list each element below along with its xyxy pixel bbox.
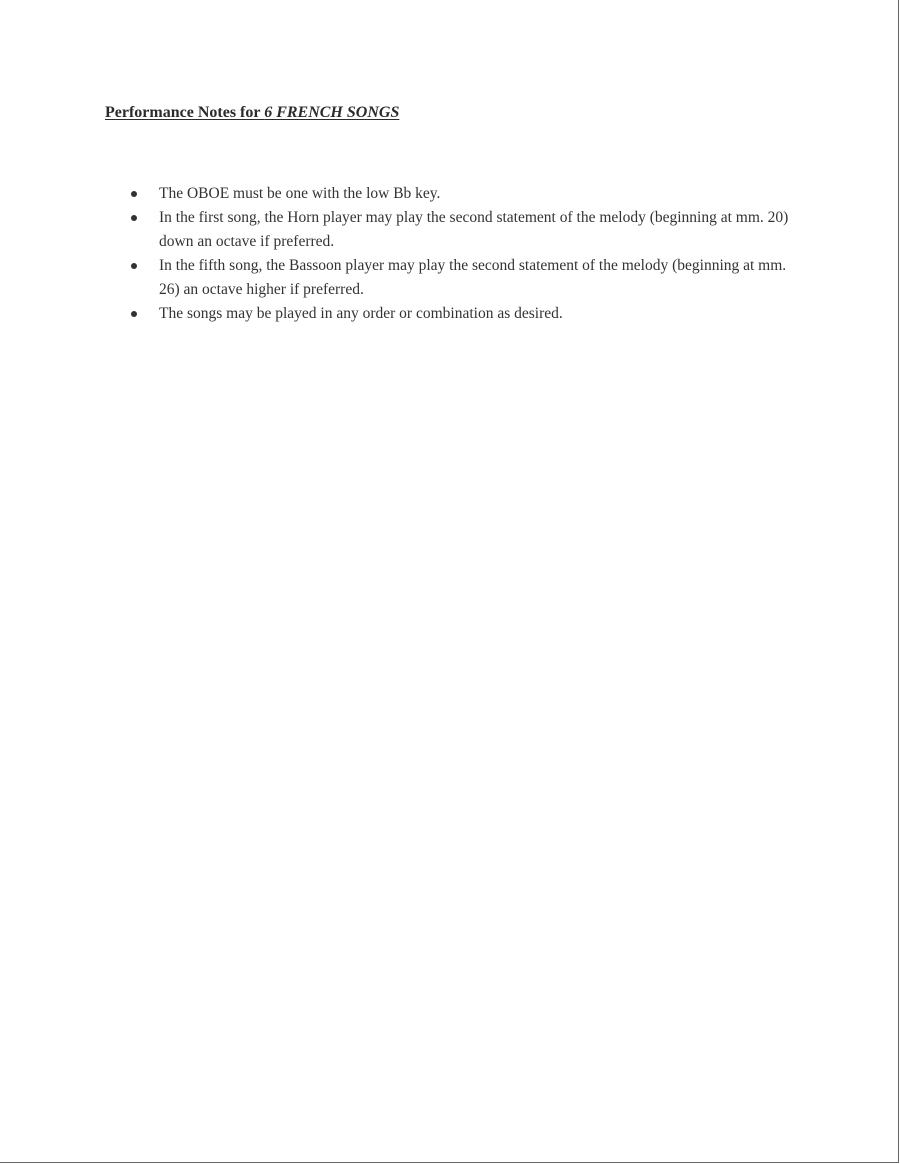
- bullet-icon: [131, 191, 137, 197]
- bullet-icon: [131, 215, 137, 221]
- note-text: In the fifth song, the Bassoon player may play the second statement of the melody (beginning at mm. 26) an octave higher if preferred.: [159, 257, 787, 298]
- heading-prefix: Performance Notes for: [105, 104, 265, 121]
- list-item: [131, 302, 801, 326]
- bullet-icon: [131, 263, 137, 269]
- performance-notes-list: [131, 182, 801, 326]
- list-item: [131, 206, 801, 254]
- note-text: The OBOE must be one with the low Bb key.: [159, 185, 441, 202]
- bullet-icon: [131, 311, 137, 317]
- heading-title: 6 FRENCH SONGS: [264, 104, 400, 121]
- note-text: In the first song, the Horn player may play the second statement of the melody (beginning at mm. 20) down an octave if preferred.: [159, 209, 789, 250]
- list-item: [131, 254, 801, 302]
- list-item: [131, 182, 801, 206]
- note-text: The songs may be played in any order or combination as desired.: [159, 305, 563, 322]
- page-heading: [105, 104, 399, 122]
